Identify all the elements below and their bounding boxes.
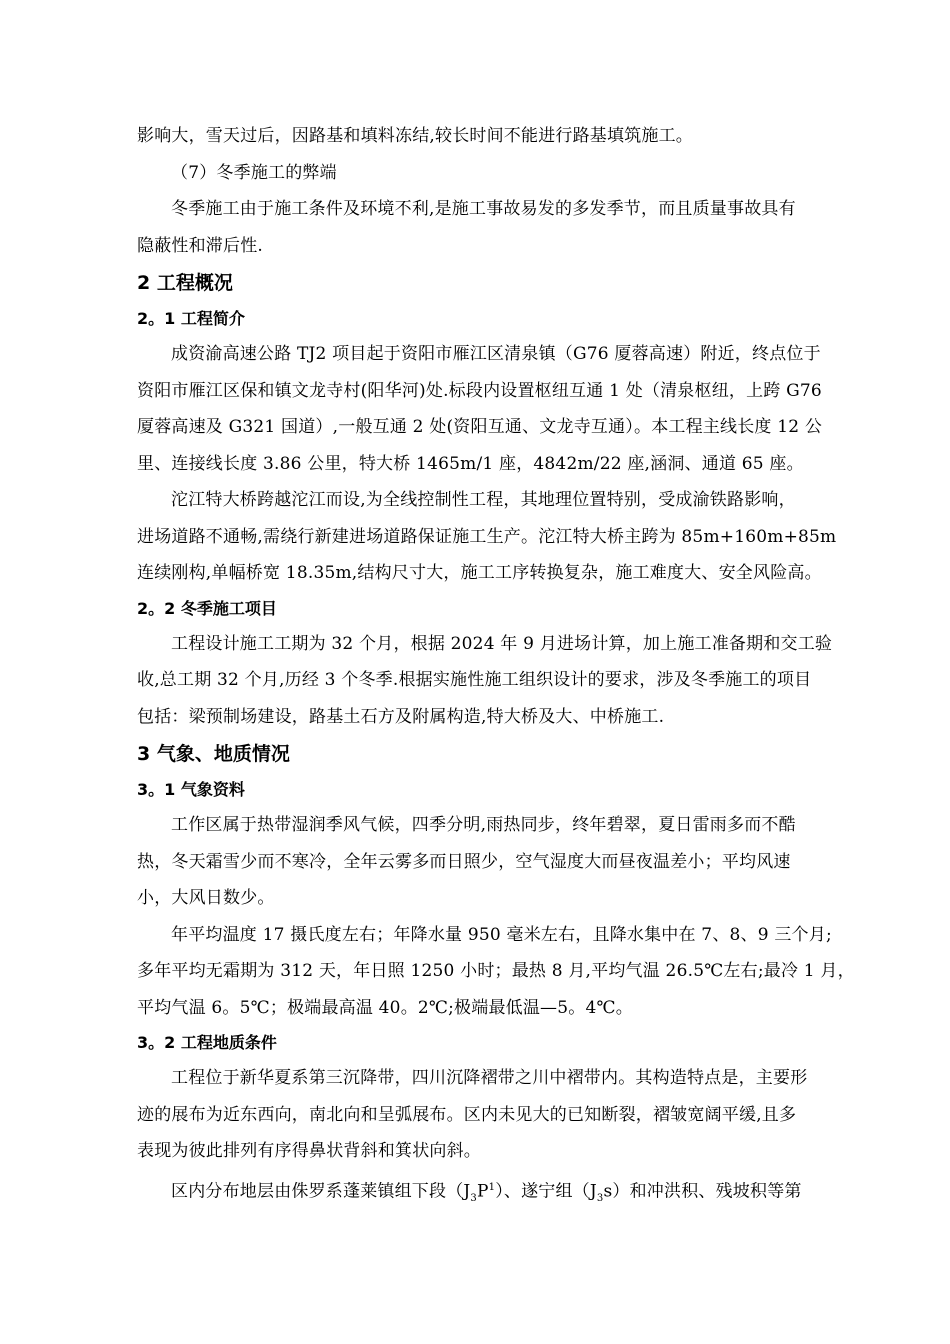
text-line: 连续刚构,单幅桥宽 18.35m,结构尺寸大，施工工序转换复杂，施工难度大、安全风险高。 [137, 563, 822, 583]
text-line: 冬季施工由于施工条件及环境不利,是施工事故易发的多发季节，而且质量事故具有 [171, 199, 796, 219]
text-line: 收,总工期 32 个月,历经 3 个冬季.根据实施性施工组织设计的要求，涉及冬季施工的项目 [137, 670, 812, 690]
subsection-heading-2-1: 2。1 工程简介 [137, 309, 245, 328]
document-page [137, 118, 882, 1217]
subsection-heading-3-1: 3。1 气象资料 [137, 780, 245, 799]
subsection-heading-2-2: 2。2 冬季施工项目 [137, 598, 277, 618]
text-line: 平均气温 6。5℃；极端最高温 40。2℃;极端最低温—5。4℃。 [137, 997, 633, 1018]
text-segment: P [476, 1181, 489, 1202]
subsection-heading-3-2: 3。2 工程地质条件 [137, 1033, 277, 1052]
text-segment: s）和冲洪积、残坡积等第 [603, 1181, 802, 1202]
text-line: 沱江特大桥跨越沱江而设,为全线控制性工程，其地理位置特别，受成渝铁路影响， [171, 490, 796, 510]
subscript: 3 [596, 1192, 604, 1204]
text-line: 进场道路不通畅,需绕行新建进场道路保证施工生产。沱江特大桥主跨为 85m+160m+85m [137, 526, 837, 547]
text-line: 里、连接线长度 3.86 公里，特大桥 1465m/1 座，4842m/22 座,涵洞、通道 65 座。 [137, 453, 804, 474]
text-line: 隐蔽性和滞后性. [137, 235, 264, 256]
text-line: 工程设计施工工期为 32 个月，根据 2024 年 9 月进场计算，加上施工准备期和交工验 [171, 633, 833, 654]
text-line: 工程位于新华夏系第三沉降带，四川沉降褶带之川中褶带内。其构造特点是，主要形 [171, 1068, 808, 1088]
text-line: 成资渝高速公路 TJ2 项目起于资阳市雁江区清泉镇（G76 厦蓉高速）附近，终点位于 [171, 344, 821, 364]
text-line: 工作区属于热带湿润季风气候，四季分明,雨热同步，终年碧翠，夏日雷雨多而不酷 [171, 815, 796, 835]
text-line: 表现为彼此排列有序得鼻状背斜和箕状向斜。 [137, 1141, 481, 1161]
text-line: 包括：梁预制场建设，路基土石方及附属构造,特大桥及大、中桥施工. [137, 706, 665, 727]
text-line: 年平均温度 17 摄氏度左右；年降水量 950 毫米左右，且降水集中在 7、8、9 三个月; [171, 924, 832, 945]
text-line: 影响大，雪天过后，因路基和填料冻结,较长时间不能进行路基填筑施工。 [137, 126, 694, 146]
section-heading-3: 3 气象、地质情况 [137, 743, 290, 765]
text-segment: ）、遂宁组（J [495, 1181, 597, 1202]
text-line-strata [137, 1170, 882, 1218]
text-line: 资阳市雁江区保和镇文龙寺村(阳华河)处.标段内设置枢纽互通 1 处（清泉枢纽，上跨 G76 [137, 380, 822, 401]
text-line: 热，冬天霜雪少而不寒冷，全年云雾多而日照少，空气湿度大而昼夜温差小；平均风速 [137, 851, 791, 872]
superscript: 1 [488, 1181, 496, 1193]
section-heading-2: 2 工程概况 [137, 272, 233, 294]
text-segment: 区内分布地层由侏罗系蓬莱镇组下段（J [171, 1181, 471, 1202]
text-line: 小，大风日数少。 [137, 888, 275, 908]
text-line: 迹的展布为近东西向，南北向和呈弧展布。区内未见大的已知断裂，褶皱宽阔平缓,且多 [137, 1104, 797, 1125]
subscript: 3 [470, 1192, 477, 1204]
text-line: 多年平均无霜期为 312 天，年日照 1250 小时；最热 8 月,平均气温 26.5℃左右;最冷 1 月， [137, 961, 855, 981]
item-7-title: （7）冬季施工的弊端 [171, 162, 337, 183]
text-line: 厦蓉高速及 G321 国道）,一般互通 2 处(资阳互通、文龙寺互通）。本工程主线长度 12 公 [137, 417, 823, 437]
